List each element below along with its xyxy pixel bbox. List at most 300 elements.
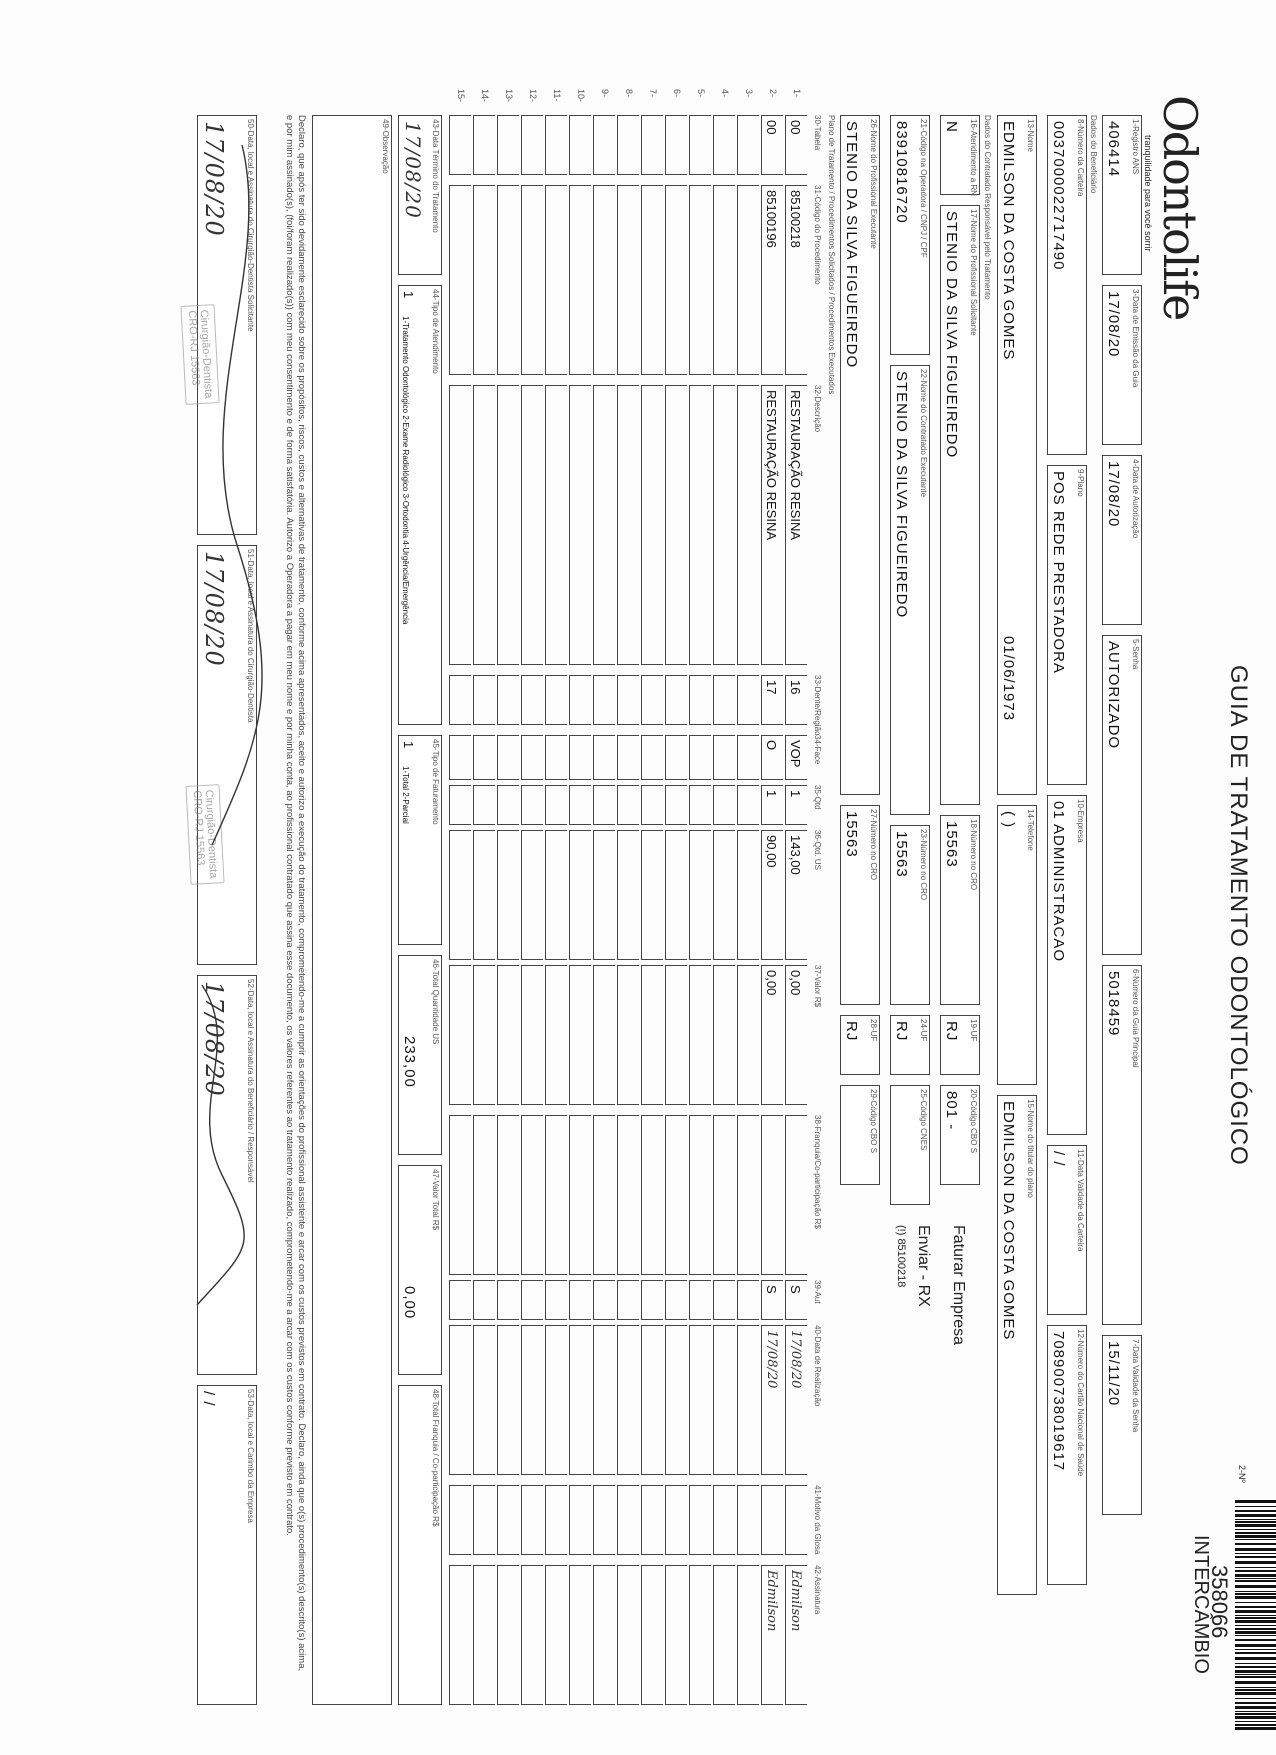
cell-tabela: [641, 115, 663, 175]
cell-face: [521, 735, 543, 780]
validade-carteira-field: 11-Data Validade da Carteira / /: [1047, 1145, 1087, 1315]
form-rotated: [32, 85, 1252, 1735]
barcode-bar: [1235, 1580, 1276, 1582]
cell-qtd: [641, 785, 663, 825]
cell-dente: [737, 675, 759, 725]
cell-data: [689, 1325, 711, 1475]
cell-franquia: [665, 1115, 687, 1275]
section-plano: Plano de Tratamento / Procedimentos Solicitados / Procedimentos Executados: [827, 115, 836, 395]
cell-us: [545, 830, 567, 960]
cell-data: [473, 1325, 495, 1475]
cell-franquia: [593, 1115, 615, 1275]
cell-descricao: [497, 385, 519, 665]
cell-descricao: [785, 385, 807, 665]
cell-aut: [689, 1280, 711, 1320]
row-number: 1-: [792, 89, 802, 98]
barcode-bar: [1235, 1663, 1276, 1664]
exchange-label: INTERCÂMBIO: [1190, 1535, 1212, 1674]
cell-face: [689, 735, 711, 780]
barcode-bar: [1235, 1548, 1276, 1551]
plano-field: 9-Plano POS REDE PRESTADORA: [1047, 465, 1087, 785]
cell-aut: [569, 1280, 591, 1320]
cell-face: [473, 735, 495, 780]
nome-field: 13-Nome EDMILSON DA COSTA GOMES 01/06/1973: [997, 115, 1037, 795]
cell-face: [449, 735, 471, 780]
cell-dente: [473, 675, 495, 725]
stamp2-line2: CRO-RJ 15563: [190, 790, 207, 866]
cell-tabela: [569, 115, 591, 175]
section-beneficiario: Dados do Beneficiário: [1089, 115, 1098, 194]
col-data: 40-Data de Realização: [813, 1325, 822, 1407]
cnes-field: 25-Código CNES: [890, 1085, 930, 1205]
cell-dente: [617, 675, 639, 725]
logo-text: Odontolife: [1153, 95, 1207, 320]
cell-qtd: [497, 785, 519, 825]
cell-valor: [545, 965, 567, 1105]
cell-valor-text: 0,00: [788, 970, 803, 996]
cell-qtd: [569, 785, 591, 825]
barcode-bar: [1235, 1514, 1276, 1517]
cell-assinatura: [569, 1565, 591, 1705]
cell-tabela: [689, 115, 711, 175]
sig51-field: 51-Data, local e Assinatura do Cirurgião-Dentista 17/08/20: [197, 545, 257, 965]
note-enviar: Enviar - RX: [915, 1225, 932, 1307]
barcode-bar: [1235, 1606, 1276, 1608]
col-dente: 33-Dente/Região: [813, 675, 822, 736]
cell-tabela-text: 00: [788, 120, 803, 135]
cell-data: [449, 1325, 471, 1475]
cell-valor: [497, 965, 519, 1105]
barcode-bar: [1235, 1532, 1276, 1534]
section-contratado: Dados do Contratado Responsável pelo Tratamento: [983, 115, 992, 300]
barcode-bar: [1235, 1620, 1276, 1623]
note-fone: (!) 85100218: [895, 1225, 907, 1288]
cell-valor: [449, 965, 471, 1105]
col-us: 36-Qtd. US: [813, 830, 822, 871]
cell-face: [737, 735, 759, 780]
cell-valor: [593, 965, 615, 1105]
cell-tabela: [497, 115, 519, 175]
cell-valor: [641, 965, 663, 1105]
row-number: 13-: [504, 89, 514, 103]
ans-field: 1-Registro ANS 406414: [1102, 115, 1142, 275]
cell-data: [497, 1325, 519, 1475]
cell-tabela: [713, 115, 735, 175]
cell-franquia: [713, 1115, 735, 1275]
cell-us: [593, 830, 615, 960]
cell-franquia: [737, 1115, 759, 1275]
barcode-bar: [1235, 1676, 1276, 1678]
cell-franquia: [641, 1115, 663, 1275]
barcode-bar: [1235, 1649, 1276, 1650]
nascimento-value: 01/06/1973: [1000, 636, 1017, 722]
barcode-bar: [1235, 1711, 1276, 1712]
cell-face: [617, 735, 639, 780]
rn-field: 16-Atendimento a RN N: [940, 115, 980, 195]
cell-assinatura: [449, 1565, 471, 1705]
barcode-bar: [1235, 1706, 1276, 1709]
cell-franquia: [449, 1115, 471, 1275]
sig50-field: 50-Data, local e Assinatura do Cirurgião-Dentista Solicitante 17/08/20: [197, 115, 257, 535]
barcode-bar: [1235, 1702, 1276, 1704]
barcode-bar: [1235, 1721, 1276, 1722]
cell-qtd: [545, 785, 567, 825]
cell-assinatura: [665, 1565, 687, 1705]
cell-franquia: [521, 1115, 543, 1275]
senha-field: 5-Senha AUTORIZADO: [1102, 635, 1142, 955]
cell-aut: [641, 1280, 663, 1320]
cell-descricao: [737, 385, 759, 665]
cell-codigo: [473, 185, 495, 375]
cell-motivo: [785, 1485, 807, 1555]
cell-qtd: [593, 785, 615, 825]
cell-motivo: [617, 1485, 639, 1555]
cell-aut-text: S: [764, 1285, 779, 1294]
cell-codigo: [497, 185, 519, 375]
barcode-bar: [1235, 1716, 1276, 1719]
barcode-bar: [1235, 1524, 1276, 1527]
emissao-field: 3-Data de Emissão da Guia 17/08/20: [1102, 285, 1142, 445]
barcode-bar: [1235, 1574, 1276, 1577]
cell-tabela-text: 00: [764, 120, 779, 135]
cell-motivo: [737, 1485, 759, 1555]
cell-descricao: [617, 385, 639, 665]
cell-codigo-text: 85100196: [764, 190, 779, 248]
barcode-bar: [1235, 1670, 1276, 1673]
cell-assinatura: [473, 1565, 495, 1705]
cell-motivo: [545, 1485, 567, 1555]
barcode-bar: [1235, 1681, 1276, 1684]
cell-aut: [785, 1280, 807, 1320]
cell-franquia: [689, 1115, 711, 1275]
signature-scribble: [162, 85, 282, 1385]
cell-descricao: [545, 385, 567, 665]
note-faturar: Faturar Empresa: [950, 1225, 967, 1346]
barcode-number: 358066: [1207, 1565, 1232, 1639]
cell-qtd: [617, 785, 639, 825]
cell-valor: [737, 965, 759, 1105]
cell-qtd: [449, 785, 471, 825]
cell-face: [545, 735, 567, 780]
tipo-faturamento-field: 45-Tipo de Faturamento 1 1-Total 2-Parcial: [398, 735, 442, 945]
cell-dente: [593, 675, 615, 725]
cbo-exec-field: 29-Código CBO S: [840, 1085, 880, 1185]
cell-descricao: [641, 385, 663, 665]
cell-tabela: [665, 115, 687, 175]
cell-us-text: 143,00: [788, 835, 803, 875]
barcode-bar: [1235, 1553, 1276, 1554]
cell-data: [761, 1325, 783, 1475]
cell-us: [665, 830, 687, 960]
cell-us: [449, 830, 471, 960]
cell-assinatura: [737, 1565, 759, 1705]
titular-field: 15-Nome do titular do plano EDMILSON DA COSTA GOMES: [997, 1095, 1037, 1595]
col-franquia: 38-Franquia/Co-participação R$: [813, 1115, 822, 1229]
cell-tabela: [785, 115, 807, 175]
tipo-atendimento-field: 44-Tipo de Atendimento 1 1-Tratamento Odontológico 2-Exame Radiológico 3-Ortodontia 4-Urgência/Emergência: [398, 285, 442, 725]
row-number: 6-: [672, 89, 682, 98]
cell-tabela: [545, 115, 567, 175]
sig53-field: 53-Data, local e Carimbo da Empresa / /: [197, 1385, 257, 1705]
barcode-bar: [1235, 1535, 1276, 1538]
cell-dente: [761, 675, 783, 725]
cell-qtd-text: 1: [764, 790, 779, 798]
cell-aut: [761, 1280, 783, 1320]
cell-codigo: [761, 185, 783, 375]
cell-codigo-text: 85100218: [788, 190, 803, 248]
cell-aut: [521, 1280, 543, 1320]
cell-franquia: [473, 1115, 495, 1275]
cell-motivo: [497, 1485, 519, 1555]
cell-assinatura: [689, 1565, 711, 1705]
row-number: 15-: [456, 89, 466, 103]
executante-field: 26-Nome do Profissional Executante STENIO DA SILVA FIGUEIREDO: [840, 115, 880, 795]
barcode-bar: [1235, 1543, 1276, 1545]
cell-descricao: [521, 385, 543, 665]
cell-descricao-text: RESTAURAÇÃO RESINA: [764, 390, 779, 541]
cell-codigo: [569, 185, 591, 375]
barcode-bar: [1235, 1591, 1276, 1592]
cell-data: [641, 1325, 663, 1475]
cell-dente: [521, 675, 543, 725]
barcode-bar: [1235, 1628, 1276, 1630]
col-assinatura: 42-Assinatura: [813, 1565, 822, 1615]
cell-tabela: [473, 115, 495, 175]
barcode-icon: [1235, 1500, 1276, 1730]
cell-valor: [617, 965, 639, 1105]
cro-cont-field: 23-Número no CRO 15563: [890, 825, 930, 1005]
telefone-field: 14-Telefone ( ): [997, 805, 1037, 1085]
col-qtd: 35-Qtd: [813, 785, 822, 810]
cell-aut: [497, 1280, 519, 1320]
cell-aut-text: S: [788, 1285, 803, 1294]
cell-dente-text: 17: [764, 680, 779, 695]
uf-exec-field: 28-UF RJ: [840, 1015, 880, 1075]
cell-aut: [737, 1280, 759, 1320]
cell-us: [713, 830, 735, 960]
barcode-bar: [1235, 1529, 1276, 1530]
cell-dente: [449, 675, 471, 725]
cell-descricao-text: RESTAURAÇÃO RESINA: [788, 390, 803, 541]
cell-valor: [761, 965, 783, 1105]
cell-valor: [521, 965, 543, 1105]
cell-aut: [449, 1280, 471, 1320]
barcode-bar: [1235, 1689, 1276, 1691]
barcode-bar: [1235, 1567, 1276, 1568]
cbo-sol-field: 20-Código CBO S 801 -: [940, 1085, 980, 1185]
cell-dente: [569, 675, 591, 725]
cell-descricao: [689, 385, 711, 665]
col-descricao: 32-Descrição: [813, 385, 822, 433]
cell-us: [569, 830, 591, 960]
cell-aut: [473, 1280, 495, 1320]
cell-tabela: [737, 115, 759, 175]
cell-franquia: [545, 1115, 567, 1275]
barcode-bar: [1235, 1539, 1276, 1540]
cell-dente: [665, 675, 687, 725]
contratado-field: 22-Nome do Contratado Executante STENIO DA SILVA FIGUEIREDO: [890, 365, 930, 815]
cell-face: [593, 735, 615, 780]
cell-codigo: [449, 185, 471, 375]
barcode-bar: [1235, 1687, 1276, 1688]
cell-face: [761, 735, 783, 780]
barcode-bar: [1235, 1602, 1276, 1603]
cell-qtd: [521, 785, 543, 825]
cell-motivo: [521, 1485, 543, 1555]
cell-franquia: [497, 1115, 519, 1275]
declaration-text: Declaro, que após ter sido devidamente esclarecido sobre os propósitos, riscos, custos e alternativas de tratamento, conforme acima apresentados, aceito e autorizo a execução do tratamento, comprometendo-me a cumprir as orientações do profissional assistente e arcar com os custos previstos em contrato. Declaro, ainda que o(s) procedimento(s) descrito(s) acima, e por mim assinado(s), (foi/foram realizado(s)) com meu consentimento e de forma satisfatória. Autorizo a Operadora a pagar em meu nome e por minha conta, ao profissional contratado que assina esse documento, os valores referentes ao tratamento realizado, comprometendo-me a arcar com os custos conforme previsto em contrato.: [284, 115, 307, 1672]
cell-aut: [617, 1280, 639, 1320]
cell-us-text: 90,00: [764, 835, 779, 868]
barcode-bar: [1235, 1556, 1276, 1558]
barcode-bar: [1235, 1519, 1276, 1520]
cell-codigo: [593, 185, 615, 375]
cell-qtd: [689, 785, 711, 825]
barcode-bar: [1235, 1510, 1276, 1512]
cell-dente: [641, 675, 663, 725]
row-number: 10-: [576, 89, 586, 103]
cell-descricao: [473, 385, 495, 665]
cell-qtd: [665, 785, 687, 825]
cell-data: [569, 1325, 591, 1475]
barcode-bar: [1235, 1578, 1276, 1579]
cell-descricao: [665, 385, 687, 665]
barcode-bar: [1235, 1666, 1276, 1668]
barcode-bar: [1235, 1639, 1276, 1641]
guia-principal-field: 6-Número da Guia Principal 5018459: [1102, 965, 1142, 1325]
cell-data: [545, 1325, 567, 1475]
cell-aut: [593, 1280, 615, 1320]
row-number: 11-: [552, 89, 562, 102]
stamp-line1: Cirurgião-Dentista: [197, 309, 215, 399]
barcode-bar: [1235, 1561, 1276, 1564]
cell-dente: [689, 675, 711, 725]
row-number: 7-: [648, 89, 658, 98]
cell-us: [737, 830, 759, 960]
cell-codigo: [545, 185, 567, 375]
cell-motivo: [569, 1485, 591, 1555]
cell-us: [689, 830, 711, 960]
uf-cont-field: 24-UF RJ: [890, 1015, 930, 1075]
via-number: 2-Nº: [1237, 1465, 1247, 1483]
cell-franquia: [617, 1115, 639, 1275]
barcode-bar: [1235, 1698, 1276, 1699]
franquia-total-field: 48-Total Franquia / Co-participação R$: [398, 1385, 442, 1705]
total-us-field: 46-Total Quantidade US 233,00: [398, 955, 442, 1155]
cell-aut: [665, 1280, 687, 1320]
cell-us: [761, 830, 783, 960]
cell-data: [785, 1325, 807, 1475]
cell-qtd: [737, 785, 759, 825]
cell-qtd: [761, 785, 783, 825]
barcode-bar: [1235, 1713, 1276, 1715]
cell-data: [737, 1325, 759, 1475]
cell-valor: [665, 965, 687, 1105]
cell-assinatura: [641, 1565, 663, 1705]
validade-senha-field: 7-Data Validade da Senha 15/11/20: [1102, 1335, 1142, 1515]
cell-data-text: 17/08/20: [764, 1330, 779, 1389]
cell-motivo: [641, 1485, 663, 1555]
cro-exec-field: 27-Número no CRO 15563: [840, 805, 880, 1005]
cell-descricao: [761, 385, 783, 665]
cell-tabela: [449, 115, 471, 175]
cell-face-text: O: [764, 740, 779, 751]
cell-assinatura: [521, 1565, 543, 1705]
cell-assinatura: [785, 1565, 807, 1705]
logo: [1143, 95, 1207, 319]
col-motivo: 41-Motivo da Glosa: [813, 1485, 822, 1555]
logo-tagline: tranquilidade para você sorrir: [1143, 135, 1153, 252]
cell-valor: [689, 965, 711, 1105]
row-number: 4-: [720, 89, 730, 98]
cell-descricao: [449, 385, 471, 665]
cell-codigo: [713, 185, 735, 375]
cell-motivo: [713, 1485, 735, 1555]
cell-assinatura-text: Edmilson: [788, 1570, 803, 1632]
cell-assinatura: [593, 1565, 615, 1705]
solicitante-field: 17-Nome do Profissional Solicitante STENIO DA SILVA FIGUEIREDO: [940, 205, 980, 805]
barcode-bar: [1235, 1644, 1276, 1647]
cell-descricao: [593, 385, 615, 665]
cell-tabela: [617, 115, 639, 175]
barcode-bar: [1235, 1692, 1276, 1695]
barcode-bar: [1235, 1615, 1276, 1616]
cell-data: [521, 1325, 543, 1475]
carteira-field: 8-Número da Carteira 0037000022717490: [1047, 115, 1087, 455]
col-valor: 37-Valor R$: [813, 965, 822, 1008]
cell-us: [521, 830, 543, 960]
cell-face: [713, 735, 735, 780]
cell-qtd: [785, 785, 807, 825]
col-codigo: 31-Código do Procedimento: [813, 185, 822, 285]
cell-us: [785, 830, 807, 960]
cell-valor: [785, 965, 807, 1105]
cell-valor: [473, 965, 495, 1105]
cell-data: [713, 1325, 735, 1475]
cell-dente: [785, 675, 807, 725]
cell-motivo: [593, 1485, 615, 1555]
cell-us: [497, 830, 519, 960]
cell-data: [593, 1325, 615, 1475]
barcode-bar: [1235, 1674, 1276, 1675]
document-title: GUIA DE TRATAMENTO ODONTOLÓGICO: [1225, 665, 1252, 1166]
cell-face: [569, 735, 591, 780]
cell-valor: [713, 965, 735, 1105]
autorizacao-field: 4-Data de Autorização 17/08/20: [1102, 455, 1142, 625]
row-number: 2-: [768, 89, 778, 98]
row-number: 14-: [480, 89, 490, 103]
cell-valor: [569, 965, 591, 1105]
cns-field: 12-Número do Cartão Nacional de Saúde 708900738019617: [1047, 1325, 1087, 1585]
barcode-bar: [1235, 1635, 1276, 1636]
barcode-bar: [1235, 1657, 1276, 1660]
col-face: 34-Face: [813, 735, 822, 765]
cell-us: [617, 830, 639, 960]
barcode-bar: [1235, 1631, 1276, 1634]
cell-codigo: [737, 185, 759, 375]
cell-qtd: [713, 785, 735, 825]
barcode-bar: [1235, 1521, 1276, 1523]
barcode-bar: [1235, 1724, 1276, 1726]
cell-franquia: [761, 1115, 783, 1275]
cell-face-text: VOP: [788, 740, 803, 768]
row-number: 9-: [600, 89, 610, 98]
cod-operadora-field: 21-Código na Operadora / CNPJ / CPF 83910816720: [890, 115, 930, 355]
cell-dente: [545, 675, 567, 725]
cell-us: [641, 830, 663, 960]
cell-descricao: [713, 385, 735, 665]
cell-assinatura: [497, 1565, 519, 1705]
